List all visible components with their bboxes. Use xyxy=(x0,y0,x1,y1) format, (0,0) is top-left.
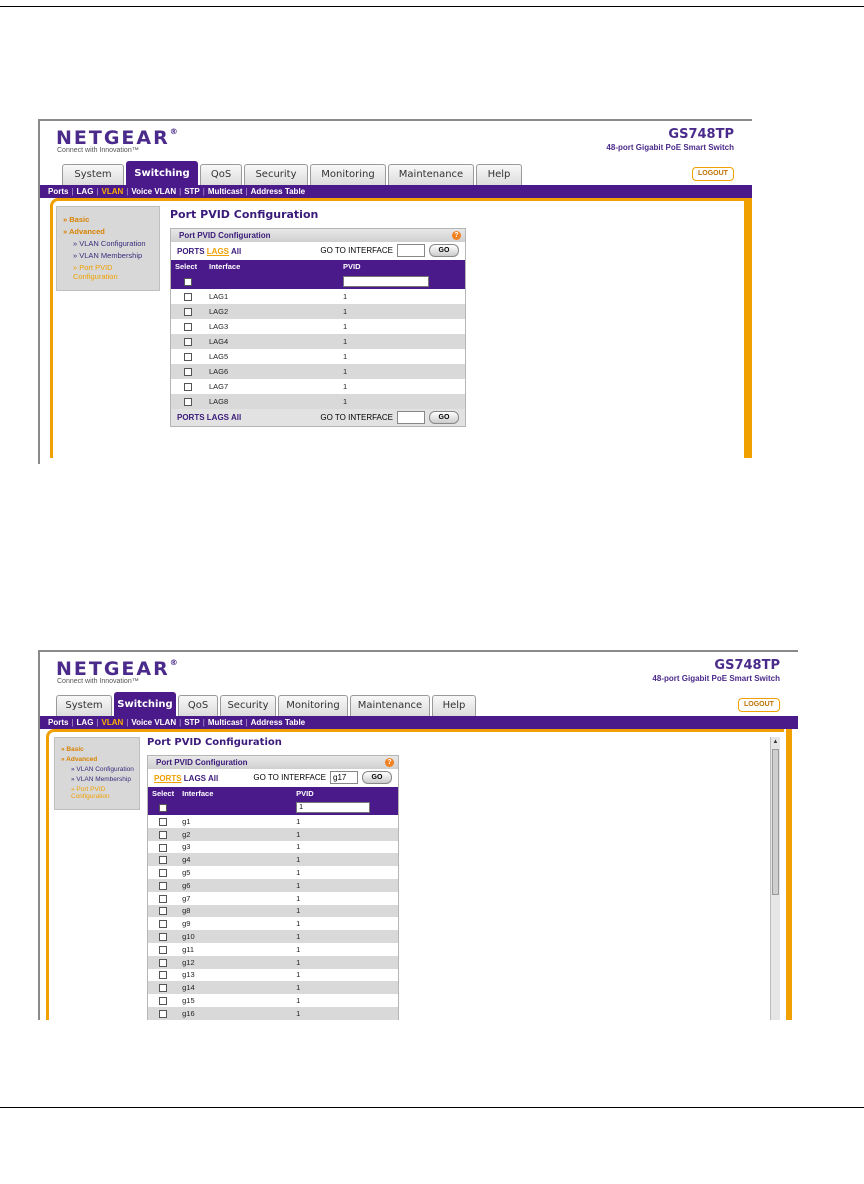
tab-maintenance[interactable]: Maintenance xyxy=(388,164,474,185)
row-select-checkbox[interactable] xyxy=(184,398,192,406)
row-select-checkbox[interactable] xyxy=(184,293,192,301)
pvid-cell: 1 xyxy=(292,879,398,892)
interface-cell: LAG8 xyxy=(205,394,339,409)
subnav-address-table[interactable]: Address Table xyxy=(250,187,306,196)
goto-label-2: GO TO INTERFACE xyxy=(253,773,326,782)
model-desc: 48-port Gigabit PoE Smart Switch xyxy=(606,143,734,152)
interface-cell: g15 xyxy=(178,994,292,1007)
go-button-bottom[interactable]: GO xyxy=(429,411,459,424)
interface-cell: g2 xyxy=(178,828,292,841)
interface-cell: LAG7 xyxy=(205,379,339,394)
pvid-cell: 1 xyxy=(292,892,398,905)
page-bottom-rule xyxy=(0,1107,864,1108)
help-icon-2[interactable]: ? xyxy=(385,758,394,767)
goto-label-bottom: GO TO INTERFACE xyxy=(320,413,393,422)
page-top-rule xyxy=(0,6,864,7)
col-interface-2: Interface xyxy=(178,787,292,800)
table-row xyxy=(148,943,398,956)
go-button-2[interactable]: GO xyxy=(362,771,392,784)
tab-help-2[interactable]: Help xyxy=(432,695,476,716)
logout-button-2[interactable]: LOGOUT xyxy=(738,698,780,712)
goto-interface-input[interactable] xyxy=(397,244,425,257)
interface-cell: g14 xyxy=(178,981,292,994)
netgear-logo-2: NETGEAR® xyxy=(56,658,178,680)
model-name: GS748TP xyxy=(668,127,734,142)
netgear-logo: NETGEAR® xyxy=(56,127,178,149)
pvid-panel xyxy=(170,228,466,427)
filter-all-bottom[interactable]: All xyxy=(230,413,242,422)
subnav-ports-2[interactable]: Ports xyxy=(48,718,69,727)
pvid-edit-input-2[interactable] xyxy=(296,802,370,813)
pvid-cell: 1 xyxy=(292,866,398,879)
subnav-vlan-2[interactable]: VLAN xyxy=(101,718,124,727)
filter-ports-2[interactable]: PORTS xyxy=(154,774,182,783)
main-tabs xyxy=(40,159,752,185)
body-area-2 xyxy=(40,729,798,1020)
interface-cell: g10 xyxy=(178,930,292,943)
tab-system-2[interactable]: System xyxy=(56,695,112,716)
pvid-cell: 1 xyxy=(292,917,398,930)
row-select-checkbox[interactable] xyxy=(159,882,167,890)
panel-header xyxy=(171,229,465,242)
subnav-voice-vlan[interactable]: Voice VLAN xyxy=(131,187,177,196)
vertical-scrollbar[interactable] xyxy=(770,737,780,1020)
table-row xyxy=(148,892,398,905)
row-select-checkbox[interactable] xyxy=(159,907,167,915)
col-pvid: PVID xyxy=(339,260,465,273)
tab-monitoring-2[interactable]: Monitoring xyxy=(278,695,348,716)
tagline: Connect with Innovation™ xyxy=(57,147,139,154)
pvid-cell: 1 xyxy=(292,969,398,982)
row-select-checkbox[interactable] xyxy=(159,818,167,826)
goto-interface-input-bottom[interactable] xyxy=(397,411,425,424)
interface-cell: g8 xyxy=(178,905,292,918)
menu-vlan-configuration-2[interactable]: » VLAN Configuration xyxy=(71,766,134,773)
row-select-checkbox[interactable] xyxy=(159,997,167,1005)
interface-cell: g16 xyxy=(178,1007,292,1020)
row-select-checkbox[interactable] xyxy=(184,383,192,391)
right-orange-border xyxy=(744,198,752,458)
sub-navigation-2: Ports | LAG | VLAN | Voice VLAN | STP | Multicast | Address Table xyxy=(40,716,798,729)
subnav-voice-vlan-2[interactable]: Voice VLAN xyxy=(131,718,177,727)
subnav-ports[interactable]: Ports xyxy=(48,187,69,196)
table-row xyxy=(171,394,465,409)
row-select-checkbox[interactable] xyxy=(159,984,167,992)
sub-navigation: Ports | LAG | VLAN | Voice VLAN | STP | Multicast | Address Table xyxy=(40,185,752,198)
pvid-cell: 1 xyxy=(339,334,465,349)
subnav-lag[interactable]: LAG xyxy=(76,187,94,196)
tab-switching[interactable]: Switching xyxy=(126,161,198,185)
goto-interface-input-2[interactable] xyxy=(330,771,358,784)
table-row xyxy=(148,841,398,854)
row-select-checkbox[interactable] xyxy=(159,856,167,864)
pvid-cell: 1 xyxy=(339,364,465,379)
filter-ports[interactable]: PORTS xyxy=(177,247,205,256)
menu-advanced-2[interactable]: » Advanced xyxy=(61,756,98,763)
col-select-2: Select xyxy=(148,787,178,800)
table-row xyxy=(148,905,398,918)
pvid-cell: 1 xyxy=(292,828,398,841)
edit-row-2 xyxy=(148,800,398,815)
table-row xyxy=(148,815,398,828)
row-select-checkbox[interactable] xyxy=(159,933,167,941)
pvid-cell: 1 xyxy=(339,304,465,319)
filter-ports-bottom[interactable]: PORTS xyxy=(177,413,205,422)
row-select-checkbox[interactable] xyxy=(159,971,167,979)
table-row xyxy=(148,853,398,866)
interface-cell: g12 xyxy=(178,956,292,969)
table-row xyxy=(148,917,398,930)
filter-bar xyxy=(171,242,465,260)
row-select-checkbox[interactable] xyxy=(159,946,167,954)
select-all-checkbox[interactable] xyxy=(184,278,192,286)
subnav-vlan[interactable]: VLAN xyxy=(101,187,124,196)
pvid-cell: 1 xyxy=(292,956,398,969)
pvid-cell: 1 xyxy=(292,943,398,956)
interface-cell: LAG4 xyxy=(205,334,339,349)
model-name-2: GS748TP xyxy=(714,658,780,673)
interface-cell: LAG6 xyxy=(205,364,339,379)
pvid-cell: 1 xyxy=(292,1007,398,1020)
table-row xyxy=(171,364,465,379)
menu-port-pvid-configuration[interactable]: » Port PVID Configuration xyxy=(73,263,118,281)
pvid-cell: 1 xyxy=(339,379,465,394)
pvid-cell: 1 xyxy=(292,930,398,943)
pvid-cell: 1 xyxy=(292,815,398,828)
table-row xyxy=(171,289,465,304)
row-select-checkbox[interactable] xyxy=(159,1010,167,1018)
menu-vlan-membership-2[interactable]: » VLAN Membership xyxy=(71,776,131,783)
table-row xyxy=(171,349,465,364)
filter-bar-2 xyxy=(148,769,398,787)
scroll-thumb[interactable] xyxy=(772,749,779,895)
pvid-cell: 1 xyxy=(339,394,465,409)
tab-qos-2[interactable]: QoS xyxy=(178,695,218,716)
menu-basic[interactable]: » Basic xyxy=(63,215,90,224)
row-select-checkbox[interactable] xyxy=(184,353,192,361)
interface-cell: g7 xyxy=(178,892,292,905)
row-select-checkbox[interactable] xyxy=(184,368,192,376)
interface-cell: g13 xyxy=(178,969,292,982)
subnav-stp-2[interactable]: STP xyxy=(184,718,200,727)
table-row xyxy=(171,319,465,334)
interface-cell: g1 xyxy=(178,815,292,828)
col-interface: Interface xyxy=(205,260,339,273)
pvid-cell: 1 xyxy=(339,349,465,364)
goto-interface-bottom xyxy=(320,411,459,424)
tab-switching-2[interactable]: Switching xyxy=(114,692,176,716)
row-select-checkbox[interactable] xyxy=(159,920,167,928)
row-select-checkbox[interactable] xyxy=(159,869,167,877)
right-orange-border-2 xyxy=(786,729,792,1020)
tagline-2: Connect with Innovation™ xyxy=(57,678,139,685)
tab-security[interactable]: Security xyxy=(244,164,308,185)
pvid-cell: 1 xyxy=(292,841,398,854)
filter-all[interactable]: All xyxy=(230,247,242,256)
help-icon[interactable]: ? xyxy=(452,231,461,240)
menu-basic-2[interactable]: » Basic xyxy=(61,746,84,753)
go-button[interactable]: GO xyxy=(429,244,459,257)
pvid-cell: 1 xyxy=(292,981,398,994)
model-info xyxy=(606,127,734,152)
panel-title: Port PVID Configuration xyxy=(179,231,271,240)
header-2 xyxy=(40,652,798,690)
goto-interface-2 xyxy=(253,771,392,784)
goto-label: GO TO INTERFACE xyxy=(320,246,393,255)
table-row xyxy=(148,956,398,969)
pvid-cell: 1 xyxy=(292,905,398,918)
subnav-stp[interactable]: STP xyxy=(184,187,200,196)
interface-cell: g3 xyxy=(178,841,292,854)
goto-interface xyxy=(320,244,459,257)
table-row xyxy=(171,379,465,394)
table-row xyxy=(171,304,465,319)
table-row xyxy=(148,969,398,982)
tab-maintenance-2[interactable]: Maintenance xyxy=(350,695,430,716)
left-menu-2 xyxy=(54,737,140,810)
tab-system[interactable]: System xyxy=(62,164,124,185)
interface-filters-2 xyxy=(154,774,218,783)
pvid-edit-input[interactable] xyxy=(343,276,429,287)
subnav-address-table-2[interactable]: Address Table xyxy=(250,718,306,727)
header xyxy=(40,121,752,159)
menu-vlan-membership[interactable]: » VLAN Membership xyxy=(73,251,143,260)
row-select-checkbox[interactable] xyxy=(184,323,192,331)
pvid-panel-2 xyxy=(147,755,399,1020)
table-row xyxy=(148,981,398,994)
row-select-checkbox[interactable] xyxy=(184,338,192,346)
scroll-up-icon[interactable]: ▲ xyxy=(772,739,779,745)
screenshot-ports xyxy=(38,650,798,1020)
pvid-cell: 1 xyxy=(339,289,465,304)
subnav-multicast[interactable]: Multicast xyxy=(207,187,243,196)
edit-row xyxy=(171,273,465,289)
filter-lags-2[interactable]: LAGS xyxy=(183,774,207,783)
tab-monitoring[interactable]: Monitoring xyxy=(310,164,386,185)
filter-lags[interactable]: LAGS xyxy=(206,247,230,256)
interface-cell: LAG3 xyxy=(205,319,339,334)
pvid-table xyxy=(171,260,465,409)
interface-cell: LAG1 xyxy=(205,289,339,304)
filter-all-2[interactable]: All xyxy=(207,774,219,783)
menu-port-pvid-configuration-2[interactable]: » Port PVID Configuration xyxy=(71,786,110,800)
model-info-2 xyxy=(652,658,780,683)
table-row xyxy=(148,866,398,879)
body-area xyxy=(40,198,752,458)
select-all-checkbox-2[interactable] xyxy=(159,804,167,812)
table-row xyxy=(148,1007,398,1020)
pvid-cell: 1 xyxy=(292,853,398,866)
tab-qos[interactable]: QoS xyxy=(200,164,242,185)
pvid-table-2 xyxy=(148,787,398,1020)
pvid-cell: 1 xyxy=(292,994,398,1007)
interface-cell: LAG5 xyxy=(205,349,339,364)
page-title: Port PVID Configuration xyxy=(170,208,319,221)
panel-header-2 xyxy=(148,756,398,769)
interface-cell: g6 xyxy=(178,879,292,892)
table-row xyxy=(171,334,465,349)
table-row xyxy=(148,879,398,892)
pvid-cell: 1 xyxy=(339,319,465,334)
interface-cell: g4 xyxy=(178,853,292,866)
row-select-checkbox[interactable] xyxy=(159,844,167,852)
filter-lags-bottom[interactable]: LAGS xyxy=(206,413,230,422)
model-desc-2: 48-port Gigabit PoE Smart Switch xyxy=(652,674,780,683)
footer-bar xyxy=(171,409,465,426)
logout-button[interactable]: LOGOUT xyxy=(692,167,734,181)
menu-vlan-configuration[interactable]: » VLAN Configuration xyxy=(73,239,146,248)
left-menu xyxy=(56,206,160,291)
subnav-lag-2[interactable]: LAG xyxy=(76,718,94,727)
menu-advanced[interactable]: » Advanced xyxy=(63,227,105,236)
interface-cell: LAG2 xyxy=(205,304,339,319)
row-select-checkbox[interactable] xyxy=(159,959,167,967)
interface-filters-bottom xyxy=(177,413,241,422)
tab-security-2[interactable]: Security xyxy=(220,695,276,716)
main-tabs-2 xyxy=(40,690,798,716)
interface-cell: g9 xyxy=(178,917,292,930)
col-select: Select xyxy=(171,260,205,273)
panel-title-2: Port PVID Configuration xyxy=(156,758,248,767)
page-title-2: Port PVID Configuration xyxy=(147,737,282,748)
table-row xyxy=(148,828,398,841)
col-pvid-2: PVID xyxy=(292,787,398,800)
interface-cell: g11 xyxy=(178,943,292,956)
subnav-multicast-2[interactable]: Multicast xyxy=(207,718,243,727)
row-select-checkbox[interactable] xyxy=(184,308,192,316)
interface-cell: g5 xyxy=(178,866,292,879)
interface-filters xyxy=(177,247,241,256)
table-row xyxy=(148,930,398,943)
table-row xyxy=(148,994,398,1007)
row-select-checkbox[interactable] xyxy=(159,831,167,839)
screenshot-lags xyxy=(38,119,752,464)
tab-help[interactable]: Help xyxy=(476,164,522,185)
row-select-checkbox[interactable] xyxy=(159,895,167,903)
